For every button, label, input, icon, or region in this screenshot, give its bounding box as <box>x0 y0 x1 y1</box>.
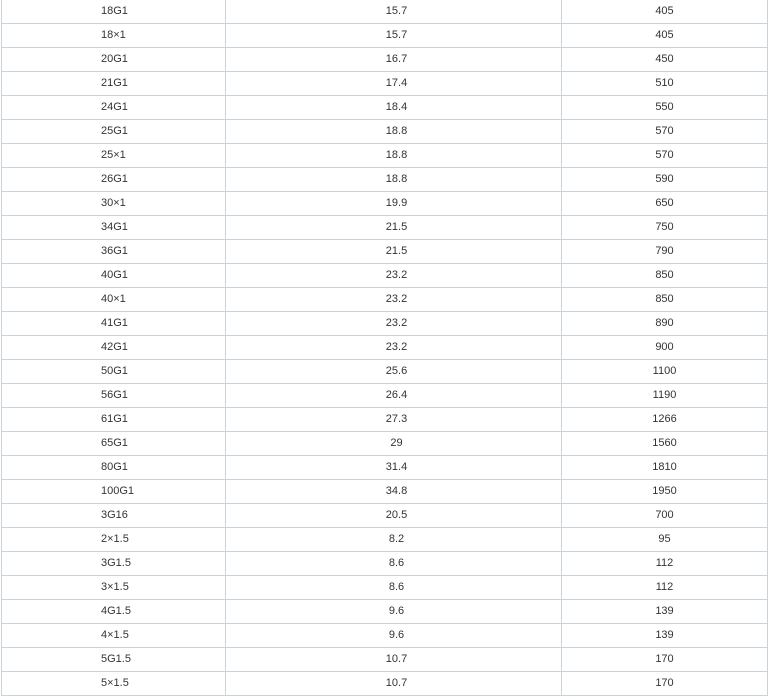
weight-cell: 650 <box>562 192 768 216</box>
weight-cell: 790 <box>562 240 768 264</box>
table-row <box>2 72 768 96</box>
table-row <box>2 528 768 552</box>
weight-cell: 139 <box>562 624 768 648</box>
weight-cell: 1810 <box>562 456 768 480</box>
weight-cell: 405 <box>562 24 768 48</box>
weight-cell: 1266 <box>562 408 768 432</box>
table-row <box>2 576 768 600</box>
model-cell: 18×1 <box>2 24 226 48</box>
diameter-cell: 18.4 <box>226 96 562 120</box>
table-row <box>2 312 768 336</box>
table-row <box>2 120 768 144</box>
model-cell: 2×1.5 <box>2 528 226 552</box>
weight-cell: 590 <box>562 168 768 192</box>
diameter-cell: 8.6 <box>226 576 562 600</box>
diameter-cell: 29 <box>226 432 562 456</box>
table-row <box>2 216 768 240</box>
table-row <box>2 0 768 24</box>
weight-cell: 550 <box>562 96 768 120</box>
table-row <box>2 360 768 384</box>
table-row <box>2 264 768 288</box>
diameter-cell: 27.3 <box>226 408 562 432</box>
table-row <box>2 336 768 360</box>
model-cell: 61G1 <box>2 408 226 432</box>
model-cell: 25×1 <box>2 144 226 168</box>
diameter-cell: 16.7 <box>226 48 562 72</box>
cable-spec-table <box>1 0 768 696</box>
diameter-cell: 9.6 <box>226 624 562 648</box>
diameter-cell: 17.4 <box>226 72 562 96</box>
table-row <box>2 192 768 216</box>
diameter-cell: 15.7 <box>226 0 562 24</box>
weight-cell: 405 <box>562 0 768 24</box>
diameter-cell: 15.7 <box>226 24 562 48</box>
diameter-cell: 21.5 <box>226 240 562 264</box>
diameter-cell: 26.4 <box>226 384 562 408</box>
weight-cell: 700 <box>562 504 768 528</box>
model-cell: 50G1 <box>2 360 226 384</box>
model-cell: 5G1.5 <box>2 648 226 672</box>
model-cell: 36G1 <box>2 240 226 264</box>
weight-cell: 850 <box>562 264 768 288</box>
diameter-cell: 10.7 <box>226 648 562 672</box>
diameter-cell: 18.8 <box>226 144 562 168</box>
weight-cell: 890 <box>562 312 768 336</box>
weight-cell: 570 <box>562 120 768 144</box>
table-row <box>2 384 768 408</box>
model-cell: 25G1 <box>2 120 226 144</box>
model-cell: 3G1.5 <box>2 552 226 576</box>
diameter-cell: 23.2 <box>226 288 562 312</box>
model-cell: 4×1.5 <box>2 624 226 648</box>
weight-cell: 1950 <box>562 480 768 504</box>
diameter-cell: 25.6 <box>226 360 562 384</box>
table-row <box>2 648 768 672</box>
table-row <box>2 408 768 432</box>
model-cell: 5×1.5 <box>2 672 226 696</box>
table-row <box>2 672 768 696</box>
weight-cell: 139 <box>562 600 768 624</box>
model-cell: 24G1 <box>2 96 226 120</box>
model-cell: 30×1 <box>2 192 226 216</box>
model-cell: 34G1 <box>2 216 226 240</box>
weight-cell: 1100 <box>562 360 768 384</box>
table-row <box>2 24 768 48</box>
model-cell: 41G1 <box>2 312 226 336</box>
model-cell: 26G1 <box>2 168 226 192</box>
model-cell: 3G16 <box>2 504 226 528</box>
table-row <box>2 624 768 648</box>
weight-cell: 112 <box>562 576 768 600</box>
model-cell: 40G1 <box>2 264 226 288</box>
diameter-cell: 23.2 <box>226 312 562 336</box>
diameter-cell: 8.2 <box>226 528 562 552</box>
diameter-cell: 10.7 <box>226 672 562 696</box>
weight-cell: 112 <box>562 552 768 576</box>
weight-cell: 170 <box>562 648 768 672</box>
model-cell: 42G1 <box>2 336 226 360</box>
diameter-cell: 9.6 <box>226 600 562 624</box>
diameter-cell: 18.8 <box>226 168 562 192</box>
diameter-cell: 23.2 <box>226 336 562 360</box>
diameter-cell: 34.8 <box>226 480 562 504</box>
weight-cell: 850 <box>562 288 768 312</box>
model-cell: 80G1 <box>2 456 226 480</box>
model-cell: 100G1 <box>2 480 226 504</box>
table-row <box>2 240 768 264</box>
table-row <box>2 552 768 576</box>
weight-cell: 1190 <box>562 384 768 408</box>
model-cell: 65G1 <box>2 432 226 456</box>
diameter-cell: 8.6 <box>226 552 562 576</box>
table-row <box>2 432 768 456</box>
model-cell: 20G1 <box>2 48 226 72</box>
diameter-cell: 31.4 <box>226 456 562 480</box>
table-row <box>2 96 768 120</box>
model-cell: 56G1 <box>2 384 226 408</box>
weight-cell: 510 <box>562 72 768 96</box>
diameter-cell: 20.5 <box>226 504 562 528</box>
model-cell: 4G1.5 <box>2 600 226 624</box>
diameter-cell: 19.9 <box>226 192 562 216</box>
diameter-cell: 18.8 <box>226 120 562 144</box>
model-cell: 3×1.5 <box>2 576 226 600</box>
table-row <box>2 48 768 72</box>
weight-cell: 1560 <box>562 432 768 456</box>
table-row <box>2 168 768 192</box>
weight-cell: 750 <box>562 216 768 240</box>
model-cell: 18G1 <box>2 0 226 24</box>
table-row <box>2 504 768 528</box>
table-body <box>2 0 768 696</box>
table-row <box>2 600 768 624</box>
table-row <box>2 480 768 504</box>
diameter-cell: 23.2 <box>226 264 562 288</box>
table-row <box>2 288 768 312</box>
weight-cell: 450 <box>562 48 768 72</box>
weight-cell: 95 <box>562 528 768 552</box>
model-cell: 40×1 <box>2 288 226 312</box>
weight-cell: 170 <box>562 672 768 696</box>
table-row <box>2 456 768 480</box>
weight-cell: 900 <box>562 336 768 360</box>
weight-cell: 570 <box>562 144 768 168</box>
model-cell: 21G1 <box>2 72 226 96</box>
table-row <box>2 144 768 168</box>
cable-spec-table-container <box>1 0 767 696</box>
diameter-cell: 21.5 <box>226 216 562 240</box>
